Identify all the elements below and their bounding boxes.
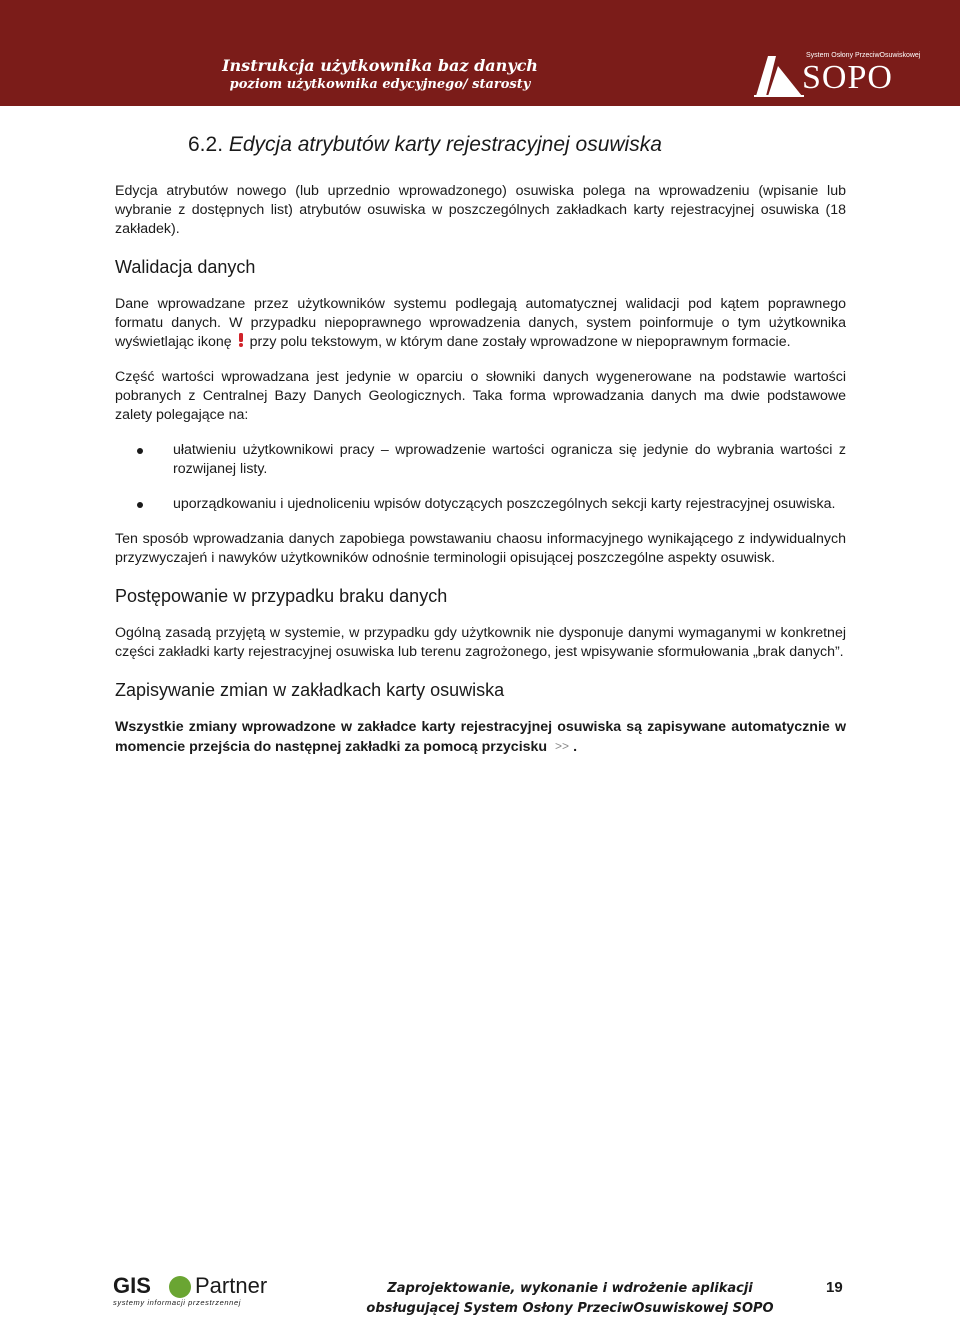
header-title [0,56,860,93]
missing-data-paragraph: Ogólną zasadą przyjętą w systemie, w przypadku gdy użytkownik nie dysponuje danymi wymaganymi w konkretnej części zakładki karty rejestracyjnej osuwiska lub terenu zagrożonego, jest wpisywanie sformułowania „brak danych”. [115,625,846,660]
footer-line-1: Zaprojektowanie, wykonanie i wdrożenie aplikacji [387,1281,753,1296]
document-subtitle: poziom użytkownika edycyjnego/ starosty [229,77,531,92]
page-content [115,130,846,773]
document-title: Instrukcja użytkownika baz danych [222,56,538,75]
saving-heading: Zapisywanie zmian w zakładkach karty osuwiska [115,680,505,700]
sopo-logo-text: SOPO [802,59,893,96]
validation-heading: Walidacja danych [115,257,256,277]
validation-paragraph [115,295,846,352]
list-item-text: ułatwieniu użytkownikowi pracy – wprowadzenie wartości ogranicza się jedynie do wybrania wartości z rozwijanej listy. [173,442,846,477]
bullet-icon [137,448,143,454]
gis-partner-logo [113,1274,293,1310]
conclusion-paragraph: Ten sposób wprowadzania danych zapobiega powstawaniu chaosu informacyjnego wynikającego z indywidualnych przyzwyczajeń i nawyków użytkowników odnośnie terminologii opisującej poszczególne aspekty osuwisk. [115,531,846,566]
saving-paragraph [115,718,846,757]
bullet-icon [137,502,143,508]
validation-text-after-icon: przy polu tekstowym, w którym dane zostały wprowadzone w niepoprawnym formacie. [249,334,791,350]
page-header [0,0,960,106]
intro-paragraph: Edycja atrybutów nowego (lub uprzednio wprowadzonego) osuwiska polega na wprowadzeniu (wpisanie lub wybranie z dostępnych list) atrybutów osuwiska w poszczególnych zakładkach karty rejestracyjnej osuwiska (18 zakładek). [115,183,846,237]
section-heading [188,130,846,160]
footer-line-2: obsługującej System Osłony PrzeciwOsuwiskowej SOPO [366,1301,774,1316]
gis-logo-circle-icon [169,1276,191,1298]
sopo-logo [754,50,920,98]
list-item [115,495,846,514]
list-item-text: uporządkowaniu i ujednoliceniu wpisów dotyczących poszczególnych sekcji karty rejestracyjnej osuwiska. [173,496,836,512]
page-number: 19 [826,1279,843,1296]
partner-logo-text: Partner [195,1273,268,1298]
validation-text-before-icon: Dane wprowadzane przez użytkowników systemu podlegają automatycznej walidacji pod kątem poprawnego formatu danych. W przypadku niepoprawnego wprowadzenia danych, system poinformuje o tym użytkownika wyświetlając ikonę [115,296,846,350]
footer-text [330,1279,810,1319]
section-number: 6.2. [188,133,224,156]
sopo-landslide-icon [754,52,804,98]
saving-text-end: . [573,739,578,755]
advantages-list [115,441,846,514]
saving-text: Wszystkie zmiany wprowadzone w zakładce karty rejestracyjnej osuwiska są zapisywane automatycznie w momencie przejścia do następnej zakładki za pomocą przycisku [115,719,846,755]
list-item [115,441,846,479]
sopo-logo-caption: System Osłony PrzeciwOsuwiskowej [806,52,921,59]
next-tab-button-icon: >> [555,739,570,753]
section-title: Edycja atrybutów karty rejestracyjnej osuwiska [228,133,662,156]
gis-logo-text: GIS [113,1273,151,1298]
missing-data-heading: Postępowanie w przypadku braku danych [115,586,448,606]
dictionary-paragraph: Część wartości wprowadzana jest jedynie w oparciu o słowniki danych wygenerowane na podstawie wartości pobranych z Centralnej Bazy Danych Geologicznych. Taka forma wprowadzania danych ma dwie podstawowe zalety polegające na: [115,369,846,423]
gis-logo-caption: systemy informacji przestrzennej [113,1298,241,1307]
exclamation-warning-icon [236,333,246,347]
